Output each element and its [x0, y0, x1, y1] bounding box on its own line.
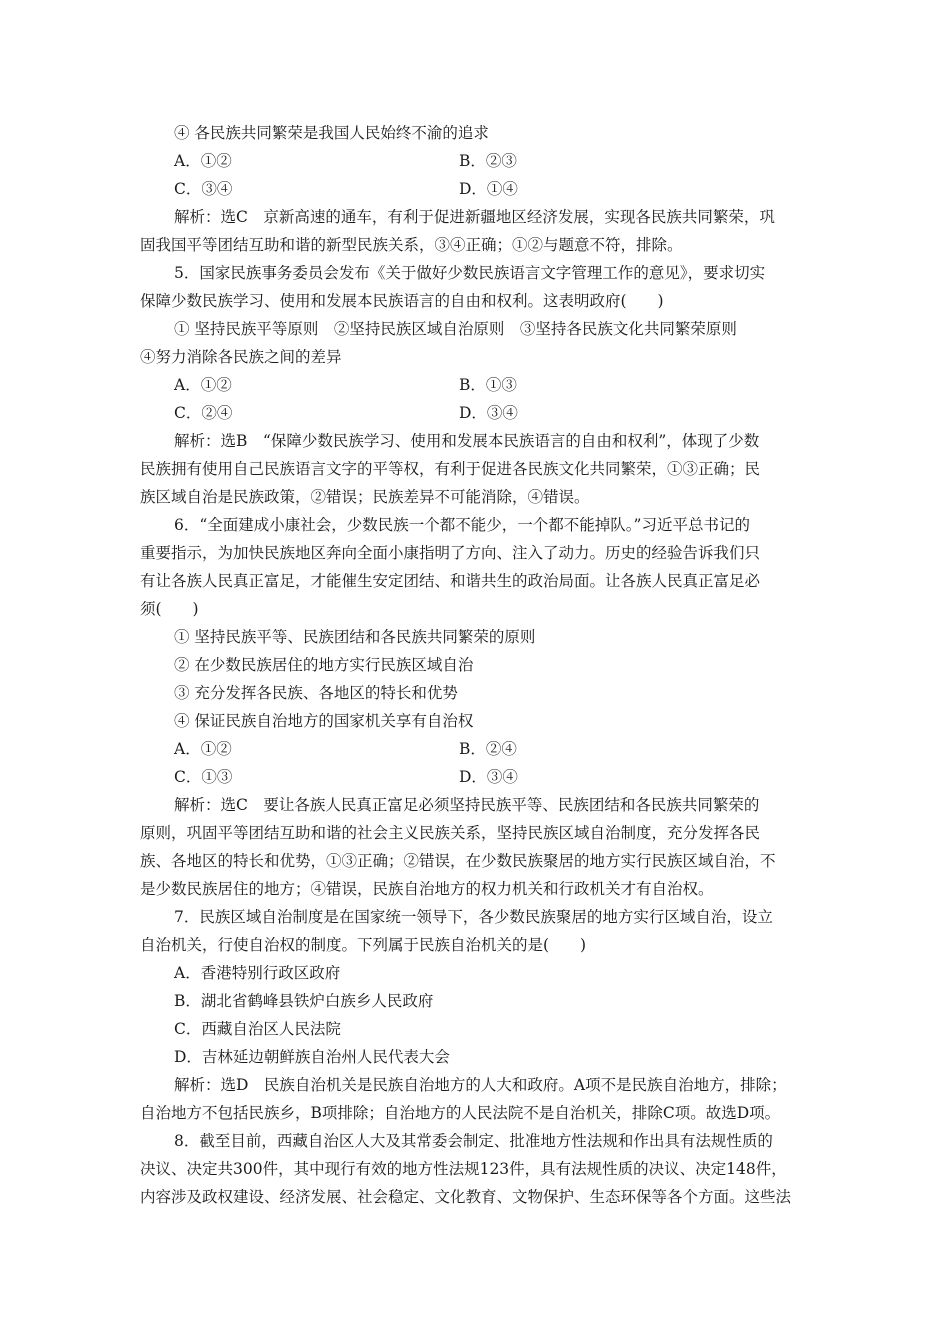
text-line: ④ 各民族共同繁荣是我国人民始终不渝的追求 — [174, 124, 489, 142]
analysis-line: 自治地方不包括民族乡，B项排除；自治地方的人民法院不是自治机关，排除C项。故选D项。 — [140, 1104, 781, 1122]
analysis-line: 族区域自治是民族政策，②错误；民族差异不可能消除，④错误。 — [140, 488, 590, 506]
option-d: D．吉林延边朝鲜族自治州人民代表大会 — [174, 1048, 450, 1066]
text-line: 保障少数民族学习、使用和发展本民族语言的自由和权利。这表明政府( ) — [140, 292, 664, 310]
statement-line: ④ 保证民族自治地方的国家机关享有自治权 — [174, 712, 474, 730]
option-d: D．③④ — [459, 768, 518, 786]
statement-line: ④努力消除各民族之间的差异 — [140, 348, 342, 366]
analysis-line: 原则，巩固平等团结互助和谐的社会主义民族关系，坚持民族区域自治制度，充分发挥各民 — [140, 824, 761, 842]
statement-line: ① 坚持民族平等、民族团结和各民族共同繁荣的原则 — [174, 628, 536, 646]
analysis-line: 解析：选C 京新高速的通车，有利于促进新疆地区经济发展，实现各民族共同繁荣，巩 — [174, 208, 775, 226]
option-a: A．香港特别行政区政府 — [174, 964, 341, 982]
question-6: 6．“全面建成小康社会，少数民族一个都不能少，一个都不能掉队。”习近平总书记的 — [174, 516, 750, 534]
option-d: D．①④ — [459, 180, 518, 198]
text-line: 内容涉及政权建设、经济发展、社会稳定、文化教育、文物保护、生态环保等各个方面。这些法 — [140, 1188, 792, 1206]
text-line: 须( ) — [140, 600, 199, 618]
option-a: A．①② — [174, 152, 232, 170]
analysis-line: 解析：选D 民族自治机关是民族自治地方的人大和政府。A项不是民族自治地方，排除； — [174, 1076, 787, 1094]
text-line: 有让各族人民真正富足，才能催生安定团结、和谐共生的政治局面。让各族人民真正富足必 — [140, 572, 761, 590]
analysis-line: 族、各地区的特长和优势，①③正确；②错误，在少数民族聚居的地方实行民族区域自治，不 — [140, 852, 776, 870]
option-b: B．①③ — [459, 376, 517, 394]
question-8: 8．截至目前，西藏自治区人大及其常委会制定、批准地方性法规和作出具有法规性质的 — [174, 1132, 773, 1150]
option-a: A．①② — [174, 376, 232, 394]
analysis-line: 是少数民族居住的地方；④错误，民族自治地方的权力机关和行政机关才有自治权。 — [140, 880, 714, 898]
option-d: D．③④ — [459, 404, 518, 422]
analysis-line: 解析：选C 要让各族人民真正富足必须坚持民族平等、民族团结和各民族共同繁荣的 — [174, 796, 760, 814]
option-c: C．②④ — [174, 404, 233, 422]
option-b: B．湖北省鹤峰县铁炉白族乡人民政府 — [174, 992, 434, 1010]
text-line: 决议、决定共300件，其中现行有效的地方性法规123件，具有法规性质的决议、决定148件， — [140, 1160, 787, 1178]
text-line: 自治机关，行使自治权的制度。下列属于民族自治机关的是( ) — [140, 936, 587, 954]
analysis-line: 固我国平等团结互助和谐的新型民族关系，③④正确；①②与题意不符，排除。 — [140, 236, 683, 254]
question-5: 5．国家民族事务委员会发布《关于做好少数民族语言文字管理工作的意见》，要求切实 — [174, 264, 766, 282]
text-line: 重要指示，为加快民族地区奔向全面小康指明了方向、注入了动力。历史的经验告诉我们只 — [140, 544, 761, 562]
option-a: A．①② — [174, 740, 232, 758]
analysis-line: 解析：选B “保障少数民族学习、使用和发展本民族语言的自由和权利”，体现了少数 — [174, 432, 760, 450]
statement-line: ① 坚持民族平等原则 ②坚持民族区域自治原则 ③坚持各民族文化共同繁荣原则 — [174, 320, 737, 338]
statement-line: ② 在少数民族居住的地方实行民族区域自治 — [174, 656, 474, 674]
question-7: 7．民族区域自治制度是在国家统一领导下，各少数民族聚居的地方实行区域自治，设立 — [174, 908, 773, 926]
option-c: C．①③ — [174, 768, 233, 786]
statement-line: ③ 充分发挥各民族、各地区的特长和优势 — [174, 684, 458, 702]
option-b: B．②③ — [459, 152, 517, 170]
option-b: B．②④ — [459, 740, 517, 758]
option-c: C．西藏自治区人民法院 — [174, 1020, 341, 1038]
option-c: C．③④ — [174, 180, 233, 198]
analysis-line: 民族拥有使用自己民族语言文字的平等权，有利于促进各民族文化共同繁荣，①③正确；民 — [140, 460, 761, 478]
